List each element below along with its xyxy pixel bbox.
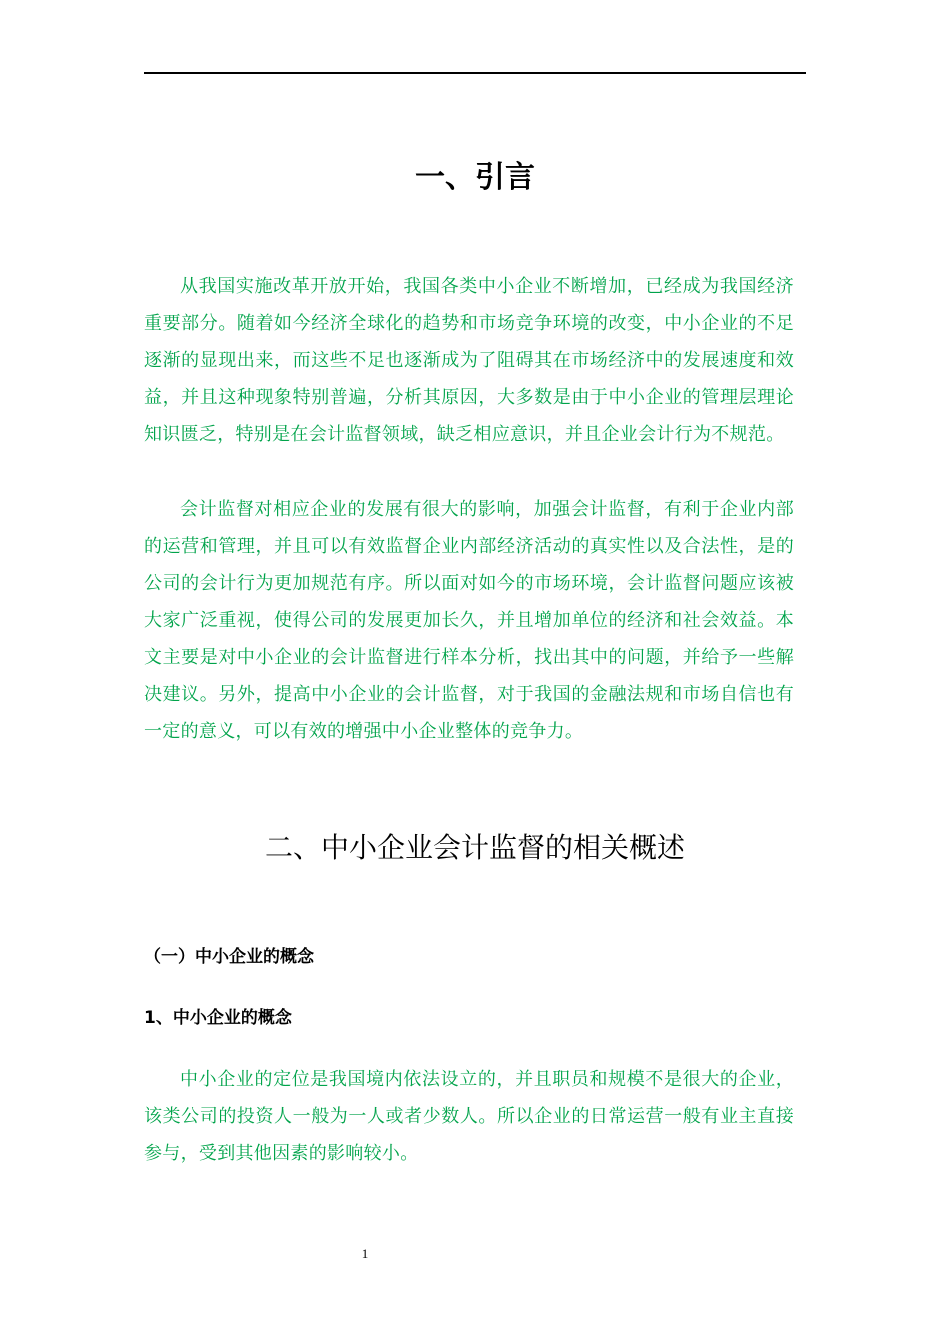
item-title-concept: 1、中小企业的概念	[144, 1008, 292, 1028]
intro-paragraph-2: 会计监督对相应企业的发展有很大的影响，加强会计监督，有利于企业内部的运营和管理，并且可以有效监督企业内部经济活动的真实性以及合法性，是的公司的会计行为更加规范有序。所以面对如今的市场环境，会计监督问题应该被大家广泛重视，使得公司的发展更加长久，并且增加单位的经济和社会效益。本文主要是对中小企业的会计监督进行样本分析，找出其中的问题，并给予一些解决建议。另外，提高中小企业的会计监督，对于我国的金融法规和市场自信也有一定的意义，可以有效的增强中小企业整体的竞争力。	[144, 499, 794, 742]
intro-paragraph-1: 从我国实施改革开放开始，我国各类中小企业不断增加，已经成为我国经济重要部分。随着如今经济全球化的趋势和市场竞争环境的改变，中小企业的不足逐渐的显现出来，而这些不足也逐渐成为了阻碍其在市场经济中的发展速度和效益，并且这种现象特别普遍，分析其原因，大多数是由于中小企业的管理层理论知识匮乏，特别是在会计监督领域，缺乏相应意识，并且企业会计行为不规范。	[144, 276, 794, 445]
concept-paragraph: 中小企业的定位是我国境内依法设立的，并且职员和规模不是很大的企业，该类公司的投资人一般为一人或者少数人。所以企业的日常运营一般有业主直接参与，受到其他因素的影响较小。	[144, 1069, 794, 1164]
subsection-title-concept: （一）中小企业的概念	[144, 947, 314, 967]
header-rule	[144, 72, 806, 74]
page-number: 1	[361, 1246, 369, 1261]
section-title-introduction: 一、引言	[415, 160, 535, 195]
section-title-overview: 二、中小企业会计监督的相关概述	[264, 831, 685, 864]
